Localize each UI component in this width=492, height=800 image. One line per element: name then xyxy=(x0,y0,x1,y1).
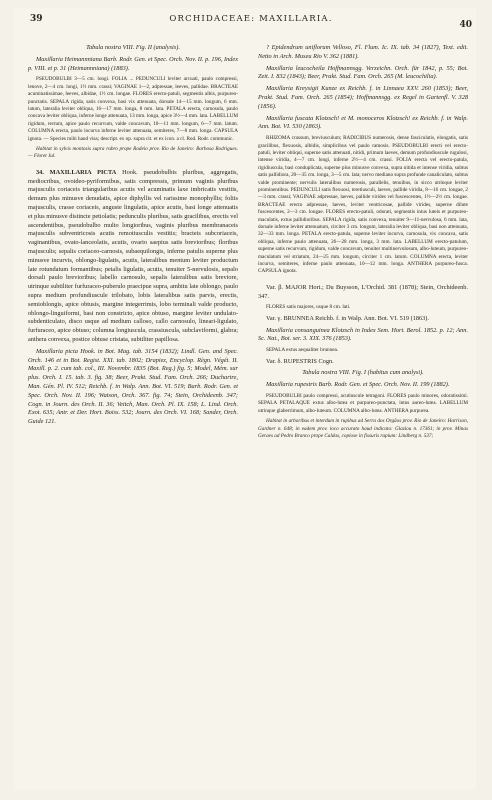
page-number-right: 40 xyxy=(459,20,472,30)
synonym-fuscata: Maxillaria fuscata Klotzsch! et M. monoceros Klotzsch! ex Reichb. f. in Walp. Ann. Bot. VI. 530 (1863). xyxy=(258,114,468,131)
species-picta-references: Maxillaria picta Hook. in Bot. Mag. tab. 3154 (1832); Lindl. Gen. and Spec. Orch. 146 et in Bot. Regist. XXI. tab. 1802; Drapiez, Encyclop. Règn. Végét. II. Maxill. p. 2. cum tab. col., III. Novembr. 1835 (Bot. Reg.) fig. 5; Model, Mém. sur plus. Orch. I. 15. tab. 3. fig. 38; Beer, Prakt. Stud. Fam. Orch. 266; Duchartre, Man. Gén. Pl. IV. 512; Reichb. f. in Walp. Ann. Bot. VI. 519; Barb. Rodr. Gen. et Spec. Orch. Nov. II. 196; Watson, Orch. 367. fig. 74; Stein, Orchideenb. 347; Cogn. in Journ. des Orch. II. 36; Veitch, Man. Orch. Pl. IX. 158; L. Lind. Orch. Exot. 635; Antr. et Der. Hort. Boiss. 532; Journ. des Orch. VI. 168; Sander, Orch. Guide 121. xyxy=(28,347,238,426)
plate-reference: Tabula nostra VIII. Fig. II (analysis). xyxy=(86,44,180,51)
species-picta-description xyxy=(28,169,238,345)
variety-rupestris-references: Maxillaria rupestris Barb. Rodr. Gen. et Spec. Orch. Nov. II. 199 (1882). xyxy=(266,381,450,389)
species-heimannniana-description: PSEUDOBULBI 3—5 cm. longi. FOLIA ... PEDUNCULI leviter arcuati, paulo compressi, lenove, 2—4 cm. longi, 1½ mm. crassi; VAGINAE 1—2, adpressae, leeves, pallidae. BRACTEAE acuminatissimae, leeves, albidae, 1½ cm. longae. FLORES erecto-patuli, segmentis albis, purpureo-punctatis. SEPALA rigida, satis convexa, basi vix attenuata, dorsale 14—15 mm. longum, 6 mm. latum, lateralia leviter obliqua, 16—17 mm. longa, 8 mm. lata. PETALA erecta, carnosula, paulo concava leviter obliqua, inferne longe attenuata, 13 mm. longa, apice 3½—4 mm. lata. LABELLUM rigidum, rectum, apice paulo recurvum, valde concavum, 10—11 mm. longum, 6—7 mm. latum. COLUMNA erecta, paulo incurva inferne leviter attenuata, semiteres, 7—8 mm. longa. CAPSULA ignota. — Species mihi haud visa; descript. ex op. supra cit. et ex icon. a cl. Rod. Rodr. communic. xyxy=(28,76,238,142)
synonym-epidendrum: ? Epidendrum uniflorum Velloso, Fl. Flum. Ic. IX. tab. 34 (1827), Text. edit. Netto in Arch. Museu Rio V. 362 (1881). xyxy=(258,44,468,60)
species-heimannniana-habitat: Habitat in sylvis montosis supra rubro prope Rodeio prov. Rio de Janeiro: Barbosa Rodrigues. — Floret Jul. xyxy=(28,146,238,160)
species-picta-diagnosis: Hook. pseudobulbis pluribus, aggregatis, mediocribus, ovoideo-pyriformibus, satis compressis, primum vaginis pluribus majusculis coriaceis triangularibus acutis vel acuminatis laxe imbricatis vestitis, demum plus minusve denudatis, apice diphyllis vel rarissime monophyllis; foliis majusculis, crasse coriaceis, anguste lingulatis, apice acutis, basi longe attenuatis et plus minusve distincte petiolatis; pedunculis pluribus, satis gracilibus, erectis vel ascendentibus, pseudobulbo multo longioribus, vaginis pluribus membranaceis majusculis subventricosis acutis remotiusculis vestitis; bracteis subcoriaceis, vaginantibus, ovato-lanceolatis, acutis, ovario saepius satis brevioribus; floribus majusculis; sepalis coriaceo-carnosis, subaequilongis, inferne patulis superne plus minusve incurvis, oblongo-ligulatis, acutis, lateralibus mentum leviter productum late rotundatum formantibus; petalis ligulatis, acutis, tenuiter 5-nervulosis, sepalo dorsali paulo brevioribus; labello carnosulo, sepalis lateralibus satis breviore, utrinque subtiliter furfuraceo-puberulo praecipue supra, ambitu late oblongo, paulo supra medium profundiuscule trilobato, lobis lateralibus satis parvis, erectis, semioblongis, apice obtusis, margine integerrimis, lobo terminali valde producto, oblongo-linguiformi, basi non constricto, apice obtuso, margine leviter undulato-subdenticulato, disco usque ad medium calloso, callo carnosulo, lineari-ligulato, furfuraceo, apice obtuso; columna longiuscula, crassiuscula, subclaviformi, glabra; anthera convexa, postice obtuse cristata, subtiliter papillosa. xyxy=(28,168,239,343)
variety-rupestris-plate: Tabula nostra VIII. Fig. I (habitus cum analysi). xyxy=(302,369,424,377)
variety-rupestris: Var. δ. RUPESTRIS Cogn. xyxy=(266,357,334,365)
variety-brunnea-description: SEPALA extus aequaliter brunnea. xyxy=(266,347,339,354)
synonym-leucocheila: Maxillaria leucocheila Hoffmannsgg. Verzeichn. Orch. für 1842, p. 55; Bot. Zeit. I. 832 (1843); Beer, Prakt. Stud. Fam. Orch. 265 (M. leucochilia). xyxy=(258,64,468,81)
species-picta-full-description: RHIZOMA crassum, breviusculum; RADICIBUS numerosis, dense fasciculatis, elongatis, satis gracilibus, flexuosis, albidis, simplicibus vel paulo ramosis. PSEUDOBULBI erecti vel erecto-patuli, leviter obliqui, superne satis attenuati, nitidi, primum laeves, demum profundiuscule rugulosi, intense viridia, 4—7 cm. longi, inferne 2½—4 cm. crassi. FOLIA erecta vel erecto-patula, rigidiuscula, basi conduplicata, superne plus minusve convexa, supra nitida et intense viridia, subtus satis pallidiora, 20—35 cm. longa, 3—5 cm. lata; nervo mediano supra profunde canaliculato, subtus valde prominente; nervulis lateralibus numerosis, parallelis, tenuibus, in sicco utrinque leviter prominentibus. PEDUNCULI satis flexuosi, teretiusculi, laeves, pallide viridia, 8—16 cm. longae, 2—3 mm. crassi; VAGINAE adpressae, laeves, pallide virides vel fuscescentes, 1½—2½ cm. longae. BRACTEAE erecto adpressae, laeves, leviter ventricosae, pallide virides, superne dilute fuscescentes, 2—3 cm. longae. FLORES erecto-patuli, odorati, segmentis intus luteis et purpureo-maculatis, extus pallidioribus. SEPALA rigida, satis convexa, tenuiter 9—11-nervulosa, 6 mm. lata, dorsale inferne leviter attenuatum, circiter 3 cm. longum, lateralia leviter obliqua, basi non attenuata, 32—33 mm. longa. PETALA erecto-patula, superne leviter incurva, carnosula, vix concava, satis obliqua, inferne paulo attenuata, 26—28 mm. longa, 3 mm. lata. LABELLUM erecto-patulum, superne satis recurvum, rigidum, valde concavum, tenuiter multinervulosum, albo-luteum, purpureo-maculatum vel striatum, 24—25 mm. longum, circiter 1 cm. latum. COLUMNA erecta, leviter incurva, semiteres, inferne paulo attenuata, 10—12 mm. longa. ANTHERA purpureo-fusca. CAPSULA ignota. xyxy=(258,135,468,275)
species-heimannniana-name: Maxillaria Heimannniana Barb. Rodr. Gen. et Spec. Orch. Nov. II. p. 196, Index p. VIII. et p. 31 (Heimannniana) (1883). xyxy=(28,55,238,72)
column-right xyxy=(258,44,468,444)
variety-brunnea: Var. γ. BRUNNEA Reichb. f. in Walp. Ann. Bot. VI. 519 (1863). xyxy=(266,314,429,322)
synonym-kreysigii: Maxillaria Kreysigii Kunze ex Reichb. f. in Linnaea XXV. 260 (1853); Beer, Prakt. Stud. Fam. Orch. 265 (1854); Hoffmannsgg. ex Regel in Gartenfl. V. 328 (1856). xyxy=(258,85,468,110)
variety-major-description: FLORES satis majores, usque 8 cm. lati. xyxy=(266,304,351,311)
page-number-left: 39 xyxy=(30,14,43,24)
variety-rupestris-description: PSEUDOBULBI paulo compressi, acutiuscule tetragoni. FLORES paulo minores, odoratissimi. SEPALA PETALAQUE extus albo-lutea et purpureo-punctata, intus aureo-lutea. LABELLUM utrinque glaberrimum, albo-luteum. COLUMNA albo-lutea. ANTHERA purpurea. xyxy=(258,393,468,414)
variety-brunnea-references: Maxillaria consanguinea Klotzsch in Index Sem. Hort. Berol. 1852. p. 12; Ann. Sc. Nat., Bot. ser. 3. XIX. 376 (1853). xyxy=(258,326,468,343)
page-header xyxy=(30,14,472,30)
variety-major: Var. β. MAJOR Hort.; Du Buysson, L'Orchid. 381 (1878); Stein, Orchideenb. 347. xyxy=(258,283,468,300)
running-head: ORCHIDACEAE: MAXILLARIA. xyxy=(169,14,333,24)
column-left xyxy=(28,44,238,430)
species-picta-number-title: 34. MAXILLARIA PICTA xyxy=(36,168,117,176)
variety-rupestris-habitat: Habitat in arboribus et interdum in rupibus ad Serra dos Orgãos prov. Rio de Janeiro: Harrison, Gardner n. 648; in eadem prov. loco accurato haud indicato: Glaziou n. 17361; in prov. Minas Geraes ad Pedro Branco prope Caldas, copiose in fissuris rupium: Lindberg n. 537; xyxy=(258,418,468,440)
